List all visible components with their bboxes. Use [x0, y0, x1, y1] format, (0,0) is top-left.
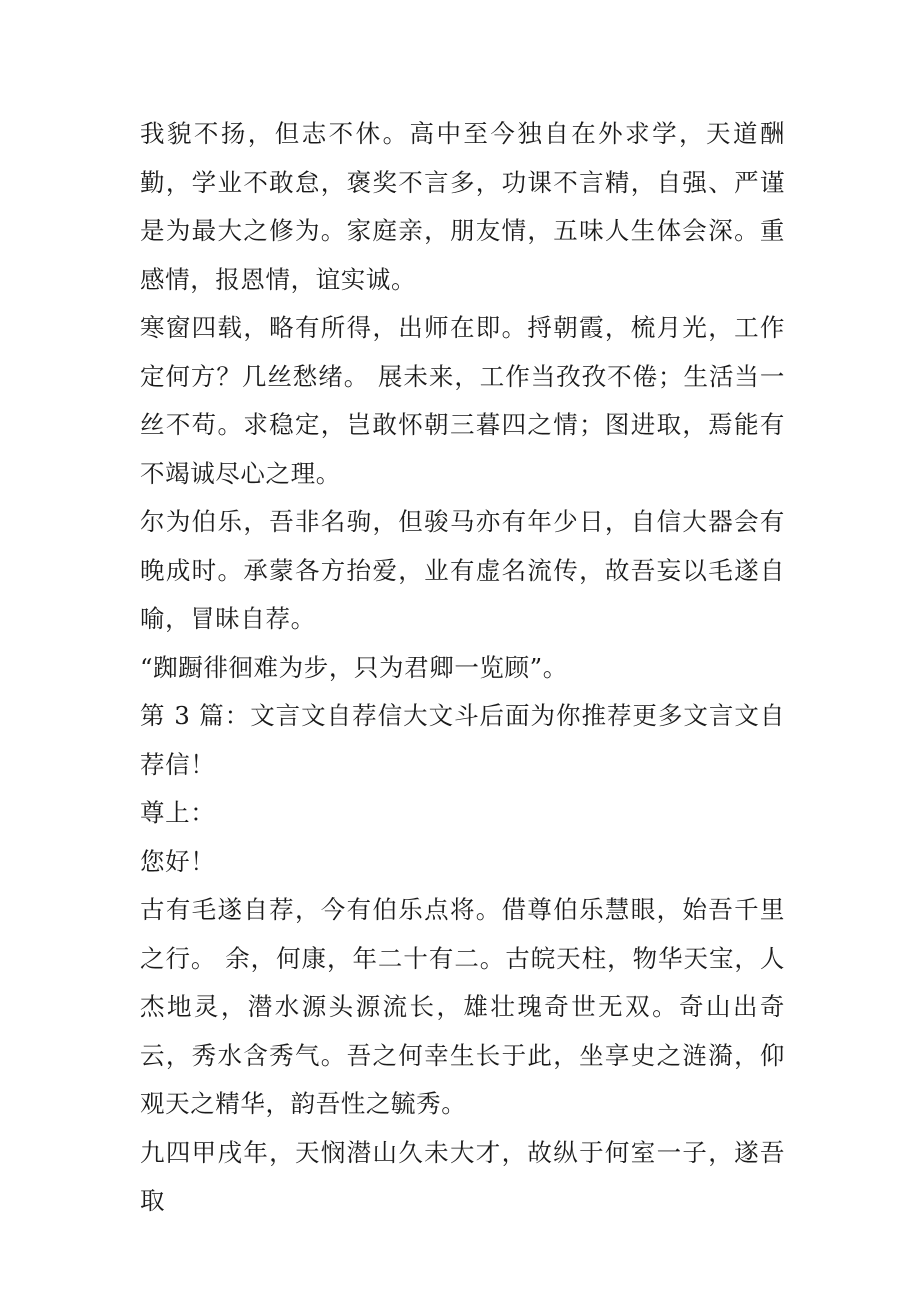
paragraph-salutation: 尊上： [140, 798, 216, 827]
paragraph-section-heading: 第 3 篇：文言文自荐信大文斗后面为你推荐更多文言文自荐信！ [140, 701, 785, 779]
paragraph-birth-year: 九四甲戌年，天悯潜山久未大才，故纵于何室一子，遂吾取 [140, 1137, 785, 1215]
paragraph-quote: “踟蹰徘徊难为步，只为君卿一览顾”。 [140, 652, 568, 682]
paragraph-self-recommendation: 尔为伯乐，吾非名驹，但骏马亦有年少日，自信大器会有晚成时。承蒙各方抬爱，业有虚名流传，故吾妄以毛遂自喻，冒昧自荐。 [140, 507, 785, 633]
paragraph-hometown: 古有毛遂自荐，今有伯乐点将。借尊伯乐慧眼，始吾千里之行。 余，何康，年二十有二。古皖天柱，物华天宝，人杰地灵，潜水源头源流长，雄壮瑰奇世无双。奇山出奇云，秀水含秀气。吾之何幸生长于此，坐享史之涟漪，仰观天之精华，韵吾性之毓秀。 [140, 895, 785, 1118]
paragraph-study-years: 寒窗四载，略有所得，出师在即。捋朝霞，梳月光，工作定何方？几丝愁绪。 展未来，工作当孜孜不倦；生活当一丝不苟。求稳定，岂敢怀朝三暮四之情；图进取，焉能有不竭诚尽心之理。 [140, 313, 785, 488]
document-body [140, 110, 785, 1226]
paragraph-greeting: 您好！ [140, 846, 216, 876]
paragraph-self-description: 我貌不扬，但志不休。高中至今独自在外求学，天道酬勤，学业不敢怠，褒奖不言多，功课不言精，自强、严谨是为最大之修为。家庭亲，朋友情，五味人生体会深。重感情，报恩情，谊实诚。 [140, 119, 785, 294]
